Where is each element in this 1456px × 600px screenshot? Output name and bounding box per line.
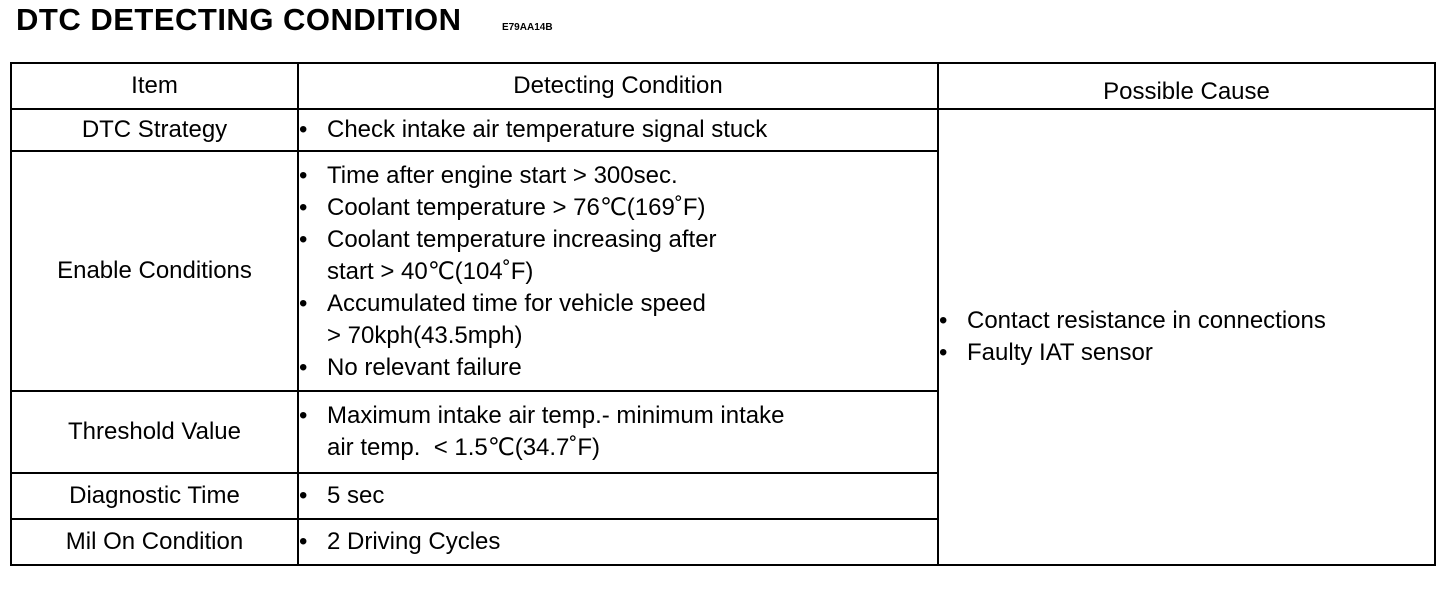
row-conditions bbox=[298, 109, 938, 151]
row-item: Mil On Condition bbox=[11, 519, 298, 565]
row-conditions bbox=[298, 473, 938, 519]
header-item: Item bbox=[11, 63, 298, 109]
condition-item: • Maximum intake air temp.- minimum intake air temp. < 1.5℃(34.7˚F) bbox=[299, 400, 937, 464]
condition-item: • 5 sec bbox=[299, 480, 937, 512]
header bbox=[16, 2, 553, 38]
document-code: E79AA14B bbox=[501, 22, 553, 33]
condition-list bbox=[299, 526, 937, 558]
table-header-row bbox=[11, 63, 1435, 109]
possible-cause-cell bbox=[938, 109, 1435, 565]
dtc-table bbox=[10, 62, 1436, 566]
condition-item: • Accumulated time for vehicle speed > 70kph(43.5mph) bbox=[299, 288, 937, 352]
row-item: Diagnostic Time bbox=[11, 473, 298, 519]
header-condition: Detecting Condition bbox=[298, 63, 938, 109]
cause-item: • Faulty IAT sensor bbox=[939, 337, 1434, 369]
page-title: DTC DETECTING CONDITION bbox=[16, 2, 462, 37]
row-conditions bbox=[298, 519, 938, 565]
condition-item: • 2 Driving Cycles bbox=[299, 526, 937, 558]
condition-item: • No relevant failure bbox=[299, 352, 937, 384]
row-conditions bbox=[298, 391, 938, 473]
row-item: Threshold Value bbox=[11, 391, 298, 473]
condition-item: • Check intake air temperature signal stuck bbox=[299, 114, 937, 146]
condition-item: • Coolant temperature increasing after start > 40℃(104˚F) bbox=[299, 224, 937, 288]
condition-list bbox=[299, 114, 937, 146]
condition-list bbox=[299, 160, 937, 384]
condition-list bbox=[299, 480, 937, 512]
row-conditions bbox=[298, 151, 938, 391]
table-row bbox=[11, 109, 1435, 151]
row-item: Enable Conditions bbox=[11, 151, 298, 391]
cause-list bbox=[939, 305, 1434, 369]
header-cause: Possible Cause bbox=[938, 63, 1435, 109]
condition-item: • Time after engine start > 300sec. bbox=[299, 160, 937, 192]
condition-item: • Coolant temperature > 76℃(169˚F) bbox=[299, 192, 937, 224]
row-item: DTC Strategy bbox=[11, 109, 298, 151]
cause-item: • Contact resistance in connections bbox=[939, 305, 1434, 337]
condition-list bbox=[299, 400, 937, 464]
